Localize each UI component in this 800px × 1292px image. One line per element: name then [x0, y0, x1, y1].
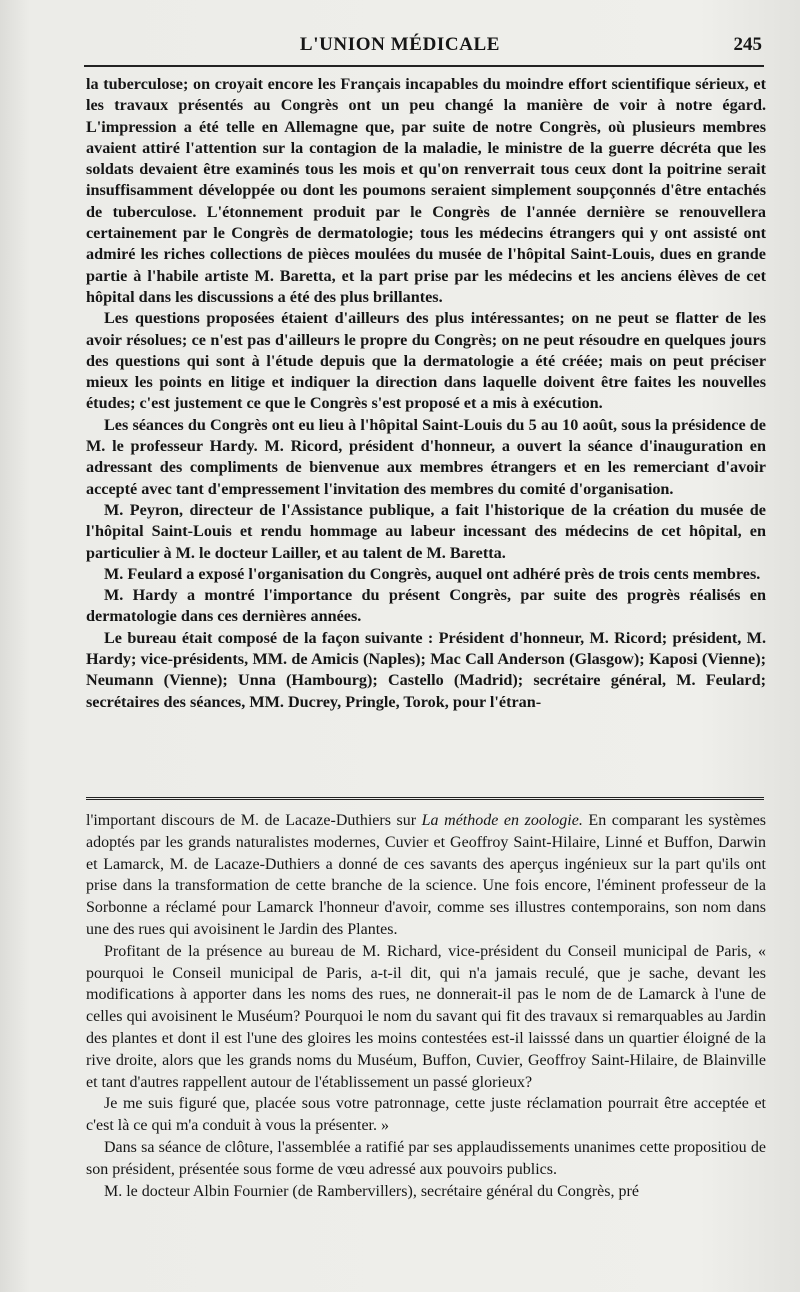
- header-rule: [84, 65, 764, 67]
- feuilleton-text: [86, 810, 766, 1202]
- main-paragraph: Les questions proposées étaient d'ailleurs des plus intéressantes; on ne peut se flatter de les avoir résolues; ce n'est pas d'ailleurs le propre du Congrès; on ne peut résoudre en quelques jours des questions qui sont à l'étude depuis que la dermatologie a été créée; mais on peut préciser mieux les points en litige et indiquer la direction dans laquelle doivent être faites les nouvelles études; c'est justement ce que le Congrès s'est proposé et a mis à exécution.: [86, 309, 766, 413]
- page-header: [0, 34, 800, 58]
- feuilleton-paragraph: Dans sa séance de clôture, l'assemblée a ratifié par ses applaudissements unanimes cette propositiou de son président, présentée sous forme de vœu adressé aux pouvoirs publics.: [86, 1138, 766, 1178]
- lecture-title: La méthode en zoologie.: [421, 812, 583, 829]
- feuilleton-paragraph: M. le docteur Albin Fournier (de Rambervillers), secrétaire général du Congrès, pré: [104, 1182, 639, 1200]
- main-paragraph: Le bureau était composé de la façon suivante : Président d'honneur, M. Ricord; président, M. Hardy; vice-présidents, MM. de Amicis (Naples); Mac Call Anderson (Glasgow); Kaposi (Vienne); Neumann (Vienne); Unna (Hambourg); Castello (Madrid); secrétaire général, M. Feulard; secrétaires des séances, MM. Ducrey, Pringle, Torok, pour l'étran-: [86, 628, 766, 711]
- feuilleton-paragraph: [86, 810, 766, 941]
- running-title: L'UNION MÉDICALE: [299, 34, 501, 55]
- main-paragraph: la tuberculose; on croyait encore les Français incapables du moindre effort scientifique sérieux, et les travaux présentés au Congrès ont un peu changé la manière de voir à notre égard. L'impression a été telle en Allemagne que, par suite de notre Congrès, où plusieurs membres avaient attiré l'attention sur la contagion de la maladie, le ministre de la guerre décréta que les soldats devaient être examinés tous les mois et qu'on renverrait tous ceux dont la poitrine serait insuffisamment développée ou dont les poumons seraient simplement soupçonnés d'être entachés de tuberculose. L'étonnement produit par le Congrès de l'année dernière se renouvellera certainement par le Congrès de dermatologie; tous les médecins étrangers qui y ont assisté ont admiré les riches collections de pièces moulées du musée de l'hôpital Saint-Louis, dues en grande partie à l'habile artiste M. Baretta, et la part prise par les médecins et les anciens élèves de cet hôpital dans les discussions a été des plus brillantes.: [86, 75, 766, 306]
- page-number: 245: [733, 34, 762, 55]
- main-text: [86, 74, 766, 713]
- text-run: l'important discours de M. de Lacaze-Duthiers sur: [86, 812, 422, 829]
- feuilleton-paragraph: Profitant de la présence au bureau de M. Richard, vice-président du Conseil municipal de Paris, « pourquoi le Conseil municipal de Paris, a-t-il dit, qui n'a jamais reculé, que je sache, devant les modifications à apporter dans les noms des rues, ne donnerait-il pas le nom de de Lamarck à l'une de celles qui avoisinent le Muséum? Pourquoi le nom du savant qui fit des travaux si remarquables au Jardin des plantes et dont il est l'une des gloires les moins contestées est-il laisssé dans un quartier éloigné de la rive droite, alors que les grands noms du Muséum, Buffon, Cuvier, Geoffroy Saint-Hilaire, de Blainville et tant d'autres rappellent autour de l'établissement un passé glorieux?: [86, 942, 766, 1091]
- section-separator: [86, 797, 764, 802]
- text-run: En comparant les systèmes adoptés par les grands naturalistes modernes, Cuvier et Geoffroy Saint-Hilaire, Linné et Buffon, Darwin et Lamarck, M. de Lacaze-Duthiers a donné de ces savants des aperçus ingénieux sur la part qu'ils ont prise dans la transformation de cette branche de la science. Une fois encore, l'éminent professeur de la Sorbonne a réclamé pour Lamarck l'honneur d'avoir, comme ses illustres contemporains, son nom dans une des rues qui avoisinent le Jardin des Plantes.: [86, 812, 767, 938]
- main-paragraph: M. Hardy a montré l'importance du présent Congrès, par suite des progrès réalisés en dermatologie dans ces dernières années.: [86, 586, 766, 626]
- feuilleton-paragraph: Je me suis figuré que, placée sous votre patronnage, cette juste réclamation pourrait être acceptée et c'est là ce qui m'a conduit à vous la présenter. »: [86, 1095, 766, 1135]
- main-paragraph: M. Peyron, directeur de l'Assistance publique, a fait l'historique de la création du musée de l'hôpital Saint-Louis et rendu hommage au labeur incessant des médecins de cet hôpital, en particulier à M. le docteur Lailler, et au talent de M. Baretta.: [86, 500, 766, 562]
- main-paragraph: M. Feulard a exposé l'organisation du Congrès, auquel ont adhéré près de trois cents membres.: [104, 564, 761, 583]
- main-paragraph: Les séances du Congrès ont eu lieu à l'hôpital Saint-Louis du 5 au 10 août, sous la présidence de M. le professeur Hardy. M. Ricord, président d'honneur, a ouvert la séance d'inauguration en adressant des compliments de bienvenue aux membres étrangers et en les remerciant d'avoir accepté avec tant d'empressement l'invitation des membres du comité d'organisation.: [86, 415, 766, 498]
